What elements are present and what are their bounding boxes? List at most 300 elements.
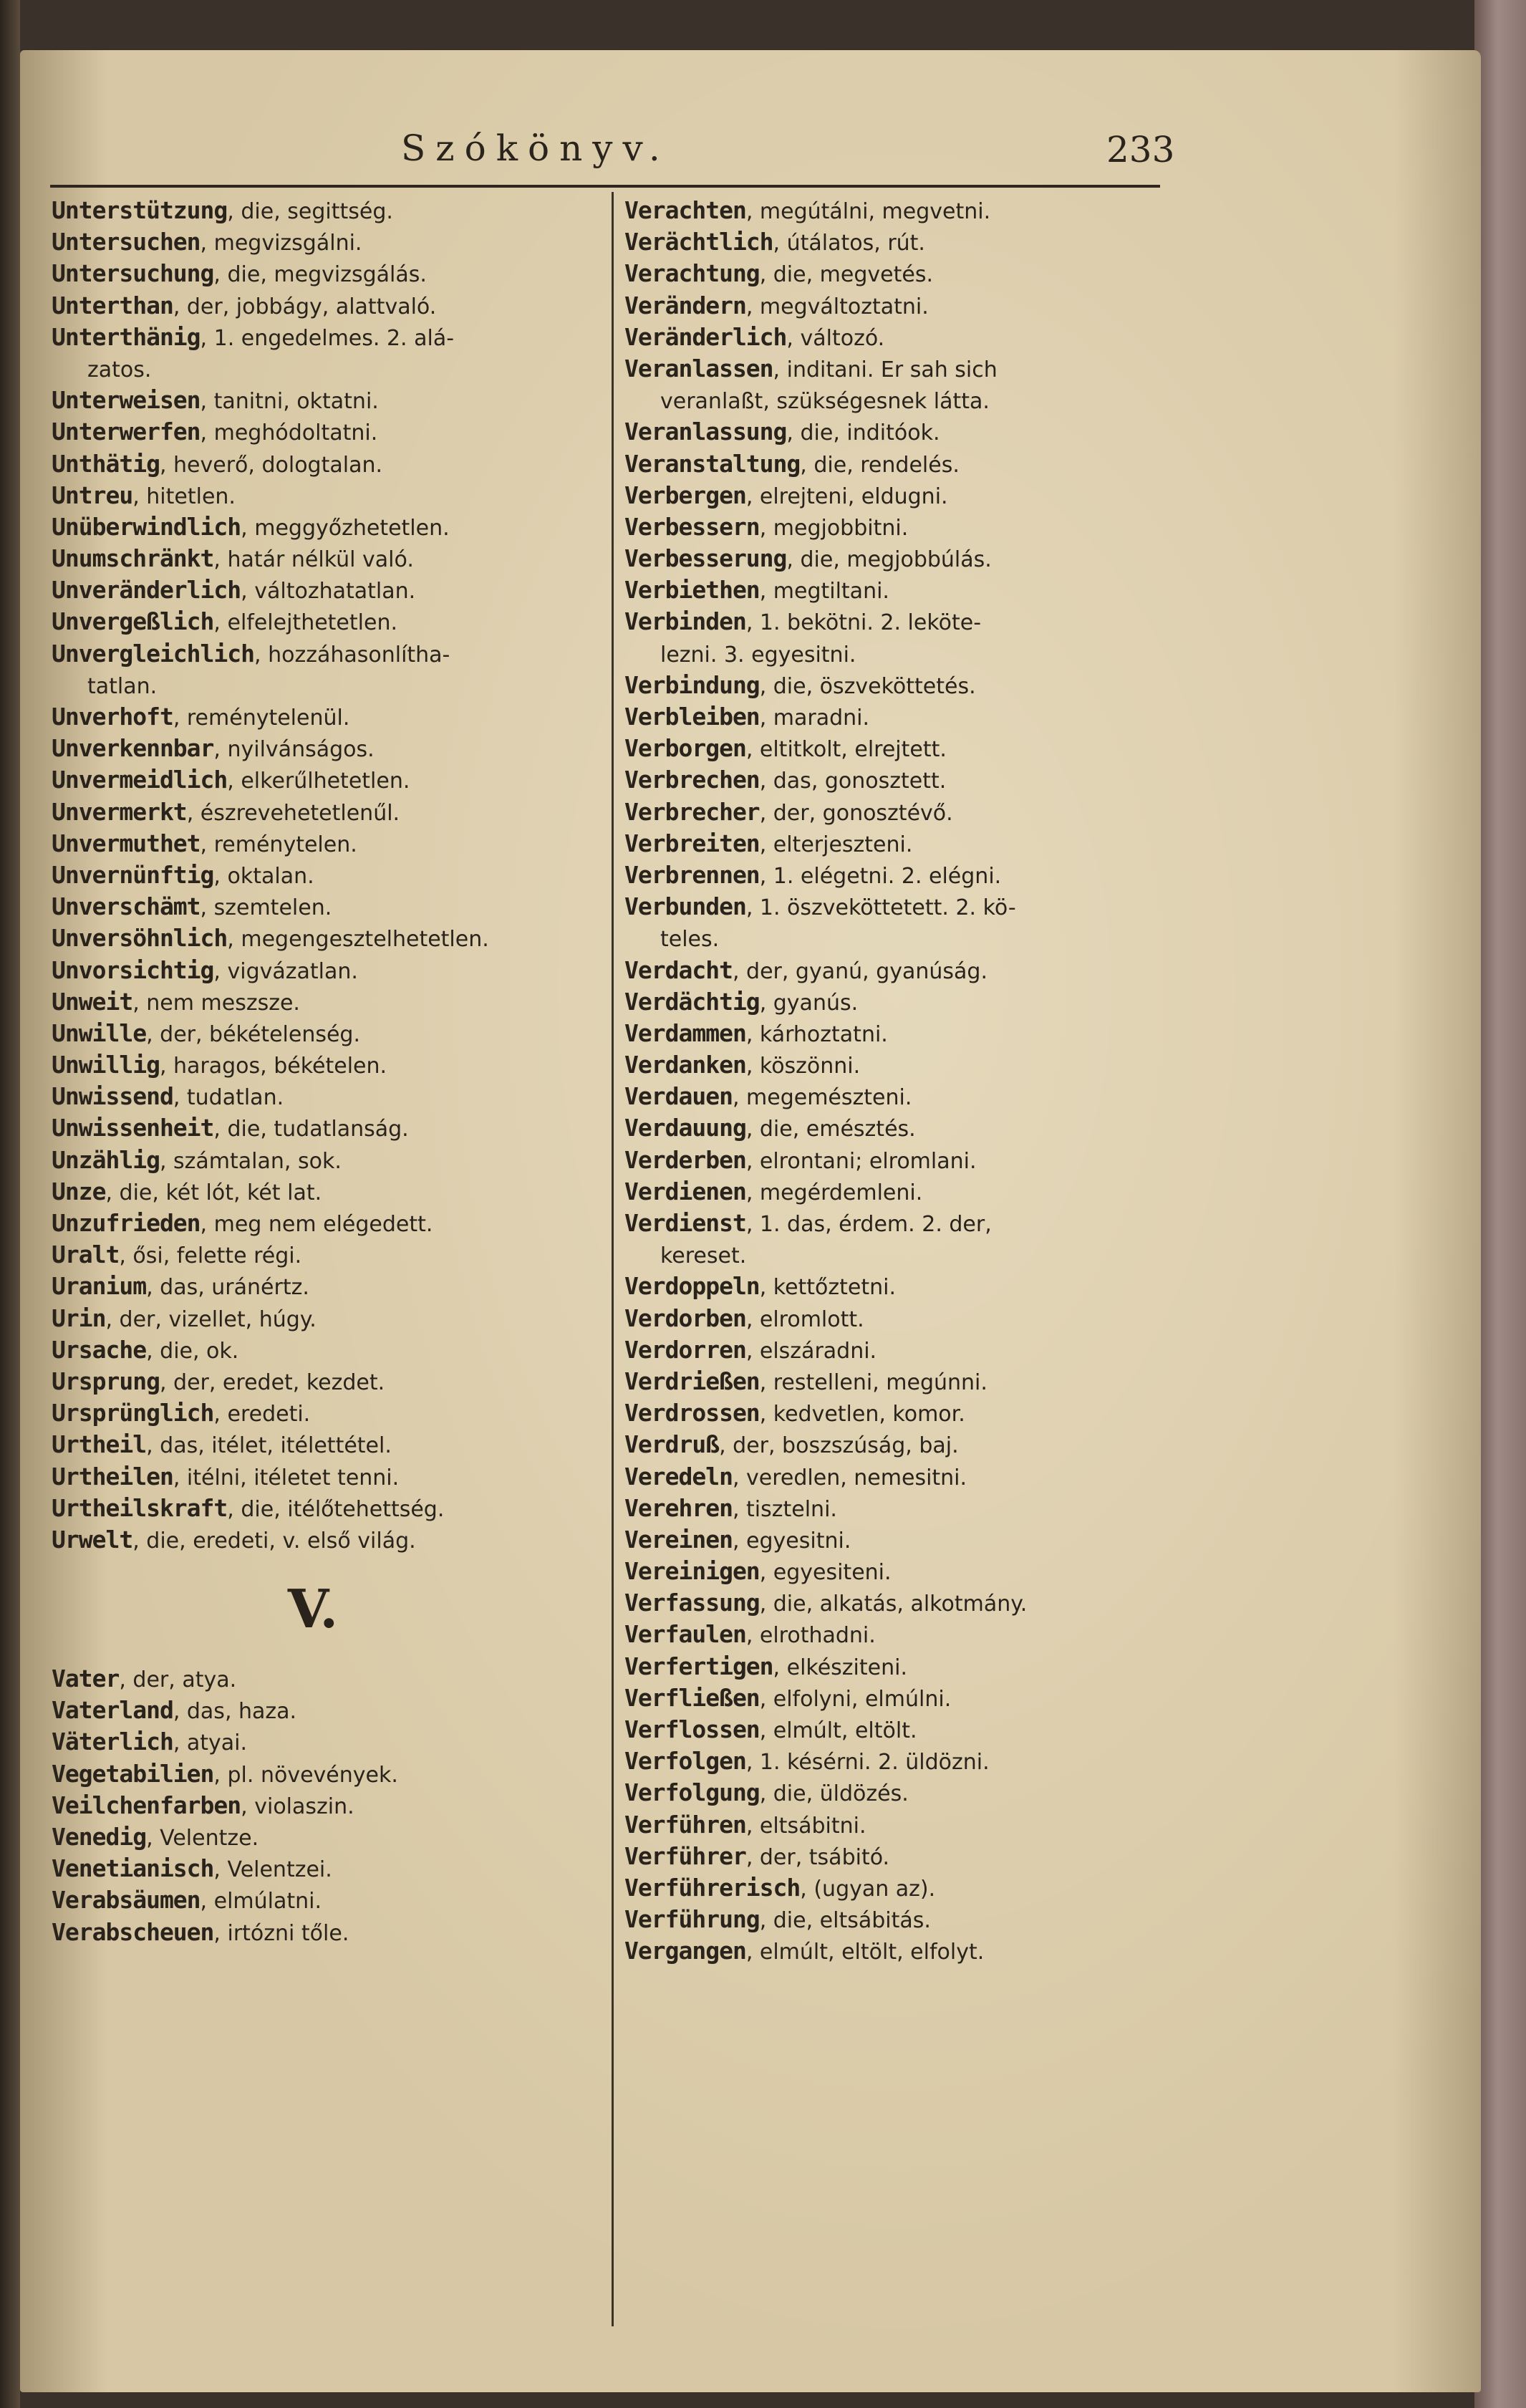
dictionary-entry bbox=[624, 1651, 1197, 1682]
definition-text: , kárhoztatni. bbox=[745, 1021, 888, 1047]
previous-page-edge bbox=[0, 0, 20, 2408]
dictionary-entry bbox=[52, 1821, 617, 1853]
definition-text: , der, békételenség. bbox=[146, 1021, 361, 1047]
headword: Verbreiten bbox=[624, 829, 760, 857]
definition-text: , die, megvetés. bbox=[759, 262, 933, 288]
headword: Verbrecher bbox=[624, 797, 760, 826]
definition-text: , irtózni tőle. bbox=[213, 1920, 349, 1946]
dictionary-entry bbox=[624, 1872, 1197, 1904]
headword: Verbrennen bbox=[624, 860, 760, 889]
headword: Vereinen bbox=[624, 1525, 733, 1554]
headword: Verfertigen bbox=[624, 1652, 773, 1680]
headword: Verführung bbox=[624, 1905, 760, 1934]
definition-text: , elkésziteni. bbox=[773, 1655, 907, 1680]
headword: Unversöhnlich bbox=[52, 924, 228, 953]
dictionary-entry bbox=[52, 1208, 617, 1239]
dictionary-entry bbox=[624, 290, 1197, 322]
definition-text: , der, atya. bbox=[119, 1667, 237, 1693]
dictionary-entry bbox=[624, 1429, 1197, 1460]
definition-text: , violaszin. bbox=[241, 1793, 354, 1819]
dictionary-entry bbox=[52, 1397, 617, 1429]
dictionary-entry bbox=[52, 764, 617, 796]
dictionary-entry bbox=[624, 1334, 1197, 1366]
definition-text: , észrevehetetlenűl. bbox=[186, 800, 400, 826]
headword: Urtheil bbox=[52, 1430, 147, 1459]
definition-text: , die, öszveköttetés. bbox=[759, 673, 976, 699]
headword: Verändern bbox=[624, 291, 746, 319]
dictionary-entry bbox=[624, 1619, 1197, 1650]
headword: Verachtung bbox=[624, 259, 760, 288]
dictionary-entry bbox=[52, 986, 617, 1018]
headword: Ursache bbox=[52, 1335, 147, 1364]
headword: Unvorsichtig bbox=[52, 955, 214, 984]
definition-text: , ősi, felette régi. bbox=[119, 1243, 302, 1269]
dictionary-entry bbox=[52, 1429, 617, 1460]
dictionary-entry bbox=[624, 764, 1197, 796]
dictionary-entry bbox=[624, 543, 1197, 574]
definition-text: zatos. bbox=[87, 357, 152, 382]
dictionary-entry bbox=[52, 1303, 617, 1334]
dictionary-entry bbox=[52, 1726, 617, 1758]
dictionary-entry bbox=[52, 1176, 617, 1208]
headword: Urtheilskraft bbox=[52, 1493, 228, 1522]
dictionary-entry bbox=[52, 1758, 617, 1790]
dictionary-entry bbox=[624, 796, 1197, 828]
definition-text: , köszönni. bbox=[745, 1054, 861, 1079]
headword: Venedig bbox=[52, 1823, 147, 1851]
headword: Verdächtig bbox=[624, 987, 760, 1016]
headword: Ursprünglich bbox=[52, 1399, 214, 1427]
definition-text: , der, gonosztévő. bbox=[759, 800, 953, 826]
dictionary-entry bbox=[52, 1271, 617, 1302]
definition-text: , das, haza. bbox=[173, 1699, 297, 1725]
dictionary-entry bbox=[624, 859, 1197, 891]
dictionary-entry bbox=[624, 1145, 1197, 1176]
definition-text: , elfelejthetetlen. bbox=[213, 610, 397, 636]
dictionary-entry bbox=[624, 1461, 1197, 1493]
dictionary-entry bbox=[52, 1049, 617, 1081]
definition-text: , változó. bbox=[786, 325, 885, 351]
dictionary-entry bbox=[52, 859, 617, 891]
dictionary-entry bbox=[52, 891, 617, 923]
headword: Vegetabilien bbox=[52, 1759, 214, 1788]
dictionary-entry bbox=[52, 606, 617, 637]
dictionary-entry bbox=[624, 1556, 1197, 1587]
headword: Verächtlich bbox=[624, 228, 773, 256]
dictionary-entry bbox=[52, 1663, 617, 1695]
dictionary-entry bbox=[52, 1145, 617, 1176]
definition-text: , nem meszsze. bbox=[132, 990, 300, 1016]
dictionary-entry bbox=[52, 1695, 617, 1726]
dictionary-entry bbox=[624, 1208, 1197, 1239]
headword: Verdammen bbox=[624, 1018, 746, 1047]
dictionary-entry bbox=[52, 385, 617, 416]
dictionary-entry bbox=[624, 891, 1197, 923]
entry-continuation bbox=[624, 1239, 1197, 1271]
headword: Verdrießen bbox=[624, 1367, 760, 1395]
page-number: 233 bbox=[1106, 129, 1175, 170]
dictionary-entry bbox=[52, 290, 617, 322]
dictionary-entry bbox=[624, 448, 1197, 480]
definition-text: , der, vizellet, húgy. bbox=[105, 1306, 317, 1332]
definition-text: teles. bbox=[660, 927, 720, 953]
definition-text: , elterjeszteni. bbox=[759, 832, 913, 857]
dictionary-entry bbox=[52, 1790, 617, 1821]
definition-text: kereset. bbox=[660, 1243, 747, 1269]
dictionary-entry bbox=[52, 1524, 617, 1556]
headword: Verdacht bbox=[624, 955, 733, 984]
definition-text: , 1. bekötni. 2. leköte- bbox=[745, 610, 982, 636]
definition-text: , elmúlt, eltölt. bbox=[759, 1718, 917, 1743]
dictionary-entry bbox=[52, 1239, 617, 1271]
right-column bbox=[624, 195, 1197, 1968]
definition-text: , megtiltani. bbox=[759, 579, 889, 605]
dictionary-entry bbox=[52, 322, 617, 353]
headword: Unwillig bbox=[52, 1051, 160, 1079]
dictionary-entry bbox=[52, 1112, 617, 1144]
dictionary-entry bbox=[624, 1524, 1197, 1556]
dictionary-entry bbox=[52, 828, 617, 859]
headword: Unveränderlich bbox=[52, 576, 241, 605]
headword: Unvermerkt bbox=[52, 797, 187, 826]
definition-text: , die, tudatlanság. bbox=[213, 1117, 409, 1142]
dictionary-entry bbox=[52, 1461, 617, 1493]
dictionary-entry bbox=[624, 1049, 1197, 1081]
dictionary-entry bbox=[624, 1714, 1197, 1745]
definition-text: , elrontani; elromlani. bbox=[745, 1148, 977, 1174]
headword: Verdrossen bbox=[624, 1399, 760, 1427]
headword: Venetianisch bbox=[52, 1854, 214, 1883]
definition-text: , maradni. bbox=[759, 705, 870, 731]
headword: Unverhoft bbox=[52, 703, 173, 731]
definition-text: , elrothadni. bbox=[745, 1623, 876, 1649]
definition-text: , der, gyanú, gyanúság. bbox=[732, 958, 988, 984]
dictionary-entry bbox=[624, 1745, 1197, 1777]
headword: Veranstaltung bbox=[624, 449, 801, 478]
headword: Verdienen bbox=[624, 1177, 746, 1205]
definition-text: , die, megjobbúlás. bbox=[786, 547, 992, 573]
headword: Verdanken bbox=[624, 1051, 746, 1079]
definition-text: , itélni, itéletet tenni. bbox=[173, 1465, 400, 1490]
definition-text: , tudatlan. bbox=[173, 1085, 284, 1111]
dictionary-entry bbox=[624, 828, 1197, 859]
headword: Urtheilen bbox=[52, 1462, 173, 1490]
headword: Untersuchung bbox=[52, 259, 214, 288]
headword: Untersuchen bbox=[52, 228, 201, 256]
definition-text: , die, eredeti, v. első világ. bbox=[132, 1528, 416, 1554]
dictionary-entry bbox=[624, 1112, 1197, 1144]
headword: Verdauung bbox=[624, 1114, 746, 1142]
headword: Verbessern bbox=[624, 512, 760, 541]
headword: Unterthänig bbox=[52, 322, 201, 351]
definition-text: , elmúlatni. bbox=[200, 1889, 322, 1915]
running-head: Szókönyv. bbox=[401, 127, 670, 169]
definition-text: , atyai. bbox=[173, 1730, 248, 1756]
headword: Verbergen bbox=[624, 481, 746, 509]
headword: Verbesserung bbox=[624, 544, 787, 573]
definition-text: , der, boszszúság, baj. bbox=[719, 1433, 959, 1459]
dictionary-entry bbox=[52, 1884, 617, 1916]
definition-text: veranlaßt, szükségesnek látta. bbox=[660, 389, 990, 415]
definition-text: , die, megvizsgálás. bbox=[213, 262, 427, 288]
dictionary-entry bbox=[52, 955, 617, 986]
headword: Uralt bbox=[52, 1241, 120, 1269]
headword: Unterstützung bbox=[52, 196, 228, 224]
definition-text: , der, jobbágy, alattvaló. bbox=[173, 294, 437, 319]
headword: Verabscheuen bbox=[52, 1917, 214, 1946]
definition-text: , der, eredet, kezdet. bbox=[159, 1369, 385, 1395]
dictionary-entry bbox=[624, 1587, 1197, 1619]
headword: Uranium bbox=[52, 1272, 147, 1301]
dictionary-entry bbox=[52, 923, 617, 954]
definition-text: , hitetlen. bbox=[132, 483, 236, 509]
headword: Verfolgung bbox=[624, 1778, 760, 1807]
definition-text: tatlan. bbox=[87, 673, 158, 699]
definition-text: , eltitkolt, elrejtett. bbox=[745, 737, 947, 763]
definition-text: , megérdemleni. bbox=[745, 1180, 923, 1205]
dictionary-entry bbox=[624, 1904, 1197, 1935]
dictionary-entry bbox=[624, 1176, 1197, 1208]
headword: Verführen bbox=[624, 1810, 746, 1839]
definition-text: , megengesztelhetetlen. bbox=[227, 927, 489, 953]
definition-text: , meg nem elégedett. bbox=[200, 1212, 433, 1237]
headword: Verachten bbox=[624, 196, 746, 224]
definition-text: , eltsábitni. bbox=[745, 1813, 866, 1839]
headword: Verabsäumen bbox=[52, 1886, 201, 1915]
dictionary-entry bbox=[624, 1777, 1197, 1809]
dictionary-entry bbox=[52, 574, 617, 606]
headword: Verfolgen bbox=[624, 1747, 746, 1776]
definition-text: , die, üldözés. bbox=[759, 1781, 909, 1807]
definition-text: , megváltoztatni. bbox=[745, 294, 929, 319]
headword: Untreu bbox=[52, 481, 133, 509]
dictionary-entry bbox=[624, 416, 1197, 448]
definition-text: , das, gonosztett. bbox=[759, 769, 947, 794]
headword: Veranlassung bbox=[624, 418, 787, 446]
dictionary-entry bbox=[624, 670, 1197, 701]
dictionary-entry bbox=[624, 1018, 1197, 1049]
dictionary-entry bbox=[624, 606, 1197, 637]
dictionary-entry bbox=[624, 1366, 1197, 1397]
dictionary-entry bbox=[624, 986, 1197, 1018]
dictionary-entry bbox=[52, 638, 617, 670]
entry-continuation bbox=[52, 670, 617, 701]
definition-text: , die, emésztés. bbox=[745, 1117, 916, 1142]
headword: Vergangen bbox=[624, 1937, 746, 1965]
dictionary-entry bbox=[52, 1366, 617, 1397]
headword: Unterweisen bbox=[52, 386, 201, 415]
definition-text: , die, ok. bbox=[146, 1338, 239, 1364]
headword: Verführer bbox=[624, 1841, 746, 1870]
headword: Vereinigen bbox=[624, 1557, 760, 1586]
definition-text: , 1. das, érdem. 2. der, bbox=[745, 1212, 992, 1237]
dictionary-entry bbox=[624, 258, 1197, 289]
definition-text: , határ nélkül való. bbox=[213, 547, 414, 573]
headword: Unüberwindlich bbox=[52, 512, 241, 541]
headword: Unwissend bbox=[52, 1082, 173, 1111]
dictionary-entry bbox=[624, 1493, 1197, 1524]
dictionary-entry bbox=[52, 796, 617, 828]
headword: Veilchenfarben bbox=[52, 1791, 241, 1819]
dictionary-entry bbox=[624, 195, 1197, 226]
definition-text: , hozzáhasonlítha- bbox=[254, 642, 450, 668]
definition-text: , 1. engedelmes. 2. alá- bbox=[200, 325, 455, 351]
headword: Unvermeidlich bbox=[52, 766, 228, 794]
dictionary-entry bbox=[624, 1081, 1197, 1112]
definition-text: , útálatos, rút. bbox=[773, 231, 925, 256]
definition-text: , die, két lót, két lat. bbox=[105, 1180, 322, 1205]
headword: Unvergeßlich bbox=[52, 607, 214, 636]
dictionary-entry bbox=[52, 448, 617, 480]
definition-text: , kedvetlen, komor. bbox=[759, 1402, 965, 1427]
dictionary-entry bbox=[52, 226, 617, 258]
dictionary-entry bbox=[52, 480, 617, 511]
headword: Verdruß bbox=[624, 1430, 720, 1459]
headword: Unvergleichlich bbox=[52, 639, 255, 668]
dictionary-entry bbox=[52, 195, 617, 226]
definition-text: , das, uránértz. bbox=[146, 1275, 309, 1301]
definition-text: , elszáradni. bbox=[745, 1338, 877, 1364]
dictionary-entry bbox=[52, 1018, 617, 1049]
left-column bbox=[52, 195, 617, 1948]
definition-text: , (ugyan az). bbox=[800, 1876, 936, 1902]
headword: Unzählig bbox=[52, 1145, 160, 1174]
dictionary-entry bbox=[624, 701, 1197, 733]
dictionary-entry bbox=[52, 416, 617, 448]
definition-text: , egyesiteni. bbox=[759, 1560, 892, 1586]
definition-text: lezni. 3. egyesitni. bbox=[660, 642, 856, 668]
headword: Unthätig bbox=[52, 449, 160, 478]
headword: Unverkennbar bbox=[52, 734, 214, 763]
definition-text: , megjobbitni. bbox=[759, 515, 909, 541]
definition-text: , das, itélet, itélettétel. bbox=[146, 1433, 392, 1459]
dictionary-entry bbox=[52, 543, 617, 574]
definition-text: , meggyőzhetetlen. bbox=[241, 515, 450, 541]
headword: Unumschränkt bbox=[52, 544, 214, 573]
definition-text: , der, tsábitó. bbox=[745, 1844, 890, 1870]
headword: Ursprung bbox=[52, 1367, 160, 1395]
dictionary-entry bbox=[52, 258, 617, 289]
dictionary-entry bbox=[624, 226, 1197, 258]
definition-text: , inditani. Er sah sich bbox=[773, 357, 998, 382]
headword: Verfaulen bbox=[624, 1620, 746, 1649]
headword: Väterlich bbox=[52, 1728, 173, 1756]
headword: Unterwerfen bbox=[52, 418, 201, 446]
headword: Urin bbox=[52, 1304, 106, 1332]
headword: Verbunden bbox=[624, 892, 746, 921]
headword: Verbinden bbox=[624, 607, 746, 636]
entry-continuation bbox=[52, 353, 617, 385]
dictionary-entry bbox=[52, 1334, 617, 1366]
entry-continuation bbox=[624, 385, 1197, 416]
headword: Verbrechen bbox=[624, 766, 760, 794]
headword: Verflossen bbox=[624, 1715, 760, 1743]
entry-continuation bbox=[624, 923, 1197, 954]
dictionary-entry bbox=[624, 733, 1197, 764]
headword: Verbindung bbox=[624, 670, 760, 699]
definition-text: , megútálni, megvetni. bbox=[745, 199, 991, 224]
headword: Unwille bbox=[52, 1018, 147, 1047]
headword: Unvermuthet bbox=[52, 829, 201, 857]
headword: Unterthan bbox=[52, 291, 173, 319]
definition-text: , die, inditóok. bbox=[786, 420, 940, 446]
headword: Verfassung bbox=[624, 1589, 760, 1617]
dictionary-entry bbox=[624, 1397, 1197, 1429]
headword: Verbiethen bbox=[624, 576, 760, 605]
headword: Vater bbox=[52, 1665, 120, 1693]
headword: Unzufrieden bbox=[52, 1209, 201, 1237]
definition-text: , pl. növevények. bbox=[213, 1762, 398, 1788]
dictionary-entry bbox=[624, 480, 1197, 511]
definition-text: , elromlott. bbox=[745, 1306, 864, 1332]
headword: Verfließen bbox=[624, 1683, 760, 1712]
definition-text: , 1. késérni. 2. üldözni. bbox=[745, 1750, 990, 1776]
definition-text: , meghódoltatni. bbox=[200, 420, 378, 446]
headword: Unvernünftig bbox=[52, 860, 214, 889]
definition-text: , tisztelni. bbox=[732, 1496, 837, 1522]
dictionary-entry bbox=[624, 1935, 1197, 1967]
definition-text: , elmúlt, eltölt, elfolyt. bbox=[745, 1940, 985, 1965]
entry-continuation bbox=[624, 638, 1197, 670]
dictionary-entry bbox=[624, 1303, 1197, 1334]
headword: Vaterland bbox=[52, 1696, 173, 1725]
headword: Verborgen bbox=[624, 734, 746, 763]
definition-text: , tanitni, oktatni. bbox=[200, 389, 379, 415]
dictionary-entry bbox=[624, 353, 1197, 385]
headword: Verdorben bbox=[624, 1304, 746, 1332]
book-cover-edge bbox=[1474, 0, 1526, 2408]
definition-text: , 1. elégetni. 2. elégni. bbox=[759, 863, 1002, 889]
dictionary-entry bbox=[52, 511, 617, 543]
headword: Verführerisch bbox=[624, 1873, 801, 1902]
headword: Verbleiben bbox=[624, 703, 760, 731]
definition-text: , die, segittség. bbox=[227, 199, 393, 224]
dictionary-entry bbox=[52, 1081, 617, 1112]
definition-text: , 1. öszveköttetett. 2. kö- bbox=[745, 895, 1016, 921]
headword: Verdienst bbox=[624, 1209, 746, 1237]
dictionary-entry bbox=[52, 701, 617, 733]
definition-text: , megvizsgálni. bbox=[200, 231, 362, 256]
definition-text: , Velentzei. bbox=[213, 1857, 332, 1883]
definition-text: , szemtelen. bbox=[200, 895, 332, 921]
definition-text: , eredeti. bbox=[213, 1402, 311, 1427]
definition-text: , die, eltsábitás. bbox=[759, 1908, 931, 1934]
definition-text: , Velentze. bbox=[146, 1826, 259, 1851]
headword: Verehren bbox=[624, 1493, 733, 1522]
dictionary-entry bbox=[624, 1682, 1197, 1714]
headword: Unverschämt bbox=[52, 892, 201, 921]
dictionary-entry bbox=[52, 1853, 617, 1884]
section-letter-heading: V. bbox=[287, 1579, 339, 1641]
headword: Verderben bbox=[624, 1145, 746, 1174]
definition-text: , veredlen, nemesitni. bbox=[732, 1465, 967, 1490]
definition-text: , reménytelenül. bbox=[173, 705, 350, 731]
definition-text: , kettőztetni. bbox=[759, 1275, 897, 1301]
dictionary-entry bbox=[624, 1271, 1197, 1302]
definition-text: , elfolyni, elmúlni. bbox=[759, 1686, 952, 1712]
headword: Veranlassen bbox=[624, 354, 773, 382]
headword: Unze bbox=[52, 1177, 106, 1205]
definition-text: , számtalan, sok. bbox=[159, 1148, 342, 1174]
definition-text: , elkerűlhetetlen. bbox=[227, 769, 410, 794]
dictionary-entry bbox=[52, 733, 617, 764]
definition-text: , heverő, dologtalan. bbox=[159, 452, 383, 478]
definition-text: , oktalan. bbox=[213, 863, 314, 889]
dictionary-entry bbox=[624, 1841, 1197, 1872]
definition-text: , die, alkatás, alkotmány. bbox=[759, 1591, 1028, 1617]
definition-text: , haragos, békételen. bbox=[159, 1054, 387, 1079]
definition-text: , egyesitni. bbox=[732, 1528, 851, 1554]
